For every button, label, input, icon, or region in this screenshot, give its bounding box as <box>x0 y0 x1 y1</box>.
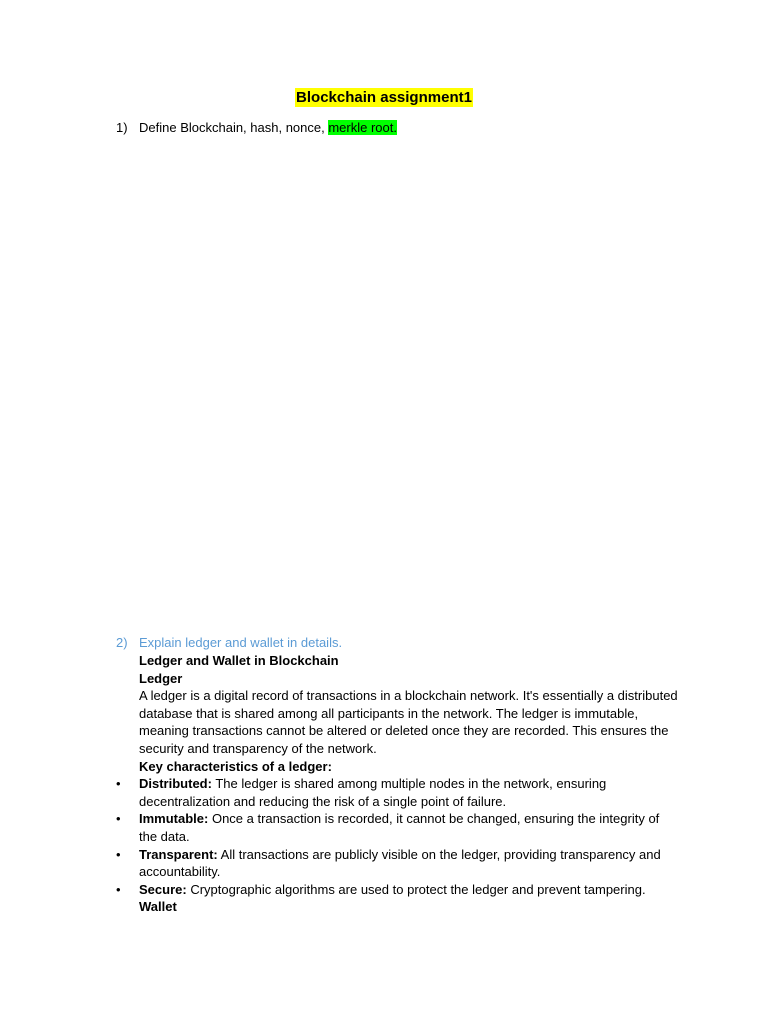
bullet-icon: • <box>116 811 121 827</box>
bullet-term: Secure: <box>139 881 187 897</box>
ledger-heading: Ledger <box>139 670 183 686</box>
question-2 <box>116 634 342 652</box>
wallet-heading: Wallet <box>139 899 177 915</box>
bullet-text: The ledger is shared among multiple nodes in the network, ensuring decentralization and reducing the risk of a single point of failure. <box>139 776 607 809</box>
bullet-icon: • <box>116 846 121 862</box>
bullet-icon: • <box>116 776 121 792</box>
title-container <box>0 88 768 107</box>
question-2-text: Explain ledger and wallet in details. <box>139 635 343 650</box>
bullet-text: All transactions are publicly visible on the ledger, providing transparency and accountability. <box>139 846 661 880</box>
answer-block <box>116 652 679 916</box>
question-1-number: 1) <box>116 120 128 135</box>
question-1-text: Define Blockchain, hash, nonce, <box>139 120 329 135</box>
bullet-term: Transparent: <box>139 846 218 862</box>
bullet-term: Immutable: <box>139 811 209 827</box>
key-characteristics-heading: Key characteristics of a ledger: <box>139 758 332 774</box>
bullet-text: Cryptographic algorithms are used to protect the ledger and prevent tampering. <box>186 881 646 897</box>
list-item <box>116 881 679 899</box>
ledger-paragraph: A ledger is a digital record of transactions in a blockchain network. It's essentially a distributed database that is shared among all participants in the network. The ledger is immutable, meaning transactions cannot be altered or deleted once they are recorded. This ensures the security and transparency of the network. <box>139 688 678 756</box>
answer-heading: Ledger and Wallet in Blockchain <box>139 653 339 668</box>
bullet-term: Distributed: <box>139 776 212 792</box>
list-item <box>116 810 679 845</box>
question-1 <box>116 119 397 137</box>
bullet-icon: • <box>116 881 121 897</box>
question-2-number: 2) <box>116 635 128 650</box>
bullet-text: Once a transaction is recorded, it cannot be changed, ensuring the integrity of the data. <box>139 811 660 844</box>
list-item <box>116 846 679 881</box>
question-1-highlight: merkle root. <box>328 120 397 135</box>
document-title: Blockchain assignment1 <box>296 89 472 106</box>
characteristics-list <box>116 775 679 898</box>
list-item <box>116 775 679 810</box>
